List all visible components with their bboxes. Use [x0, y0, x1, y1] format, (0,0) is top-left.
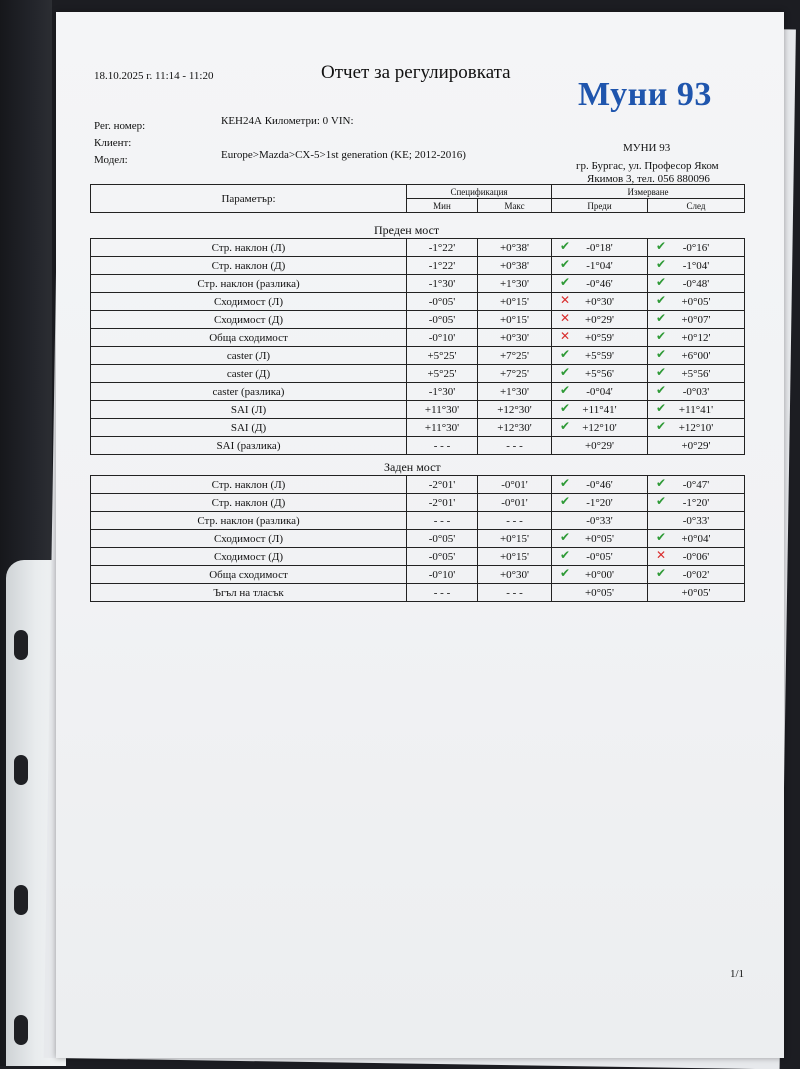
before-value-cell [552, 584, 648, 602]
spec-min-cell [407, 347, 478, 365]
punch-hole [14, 1015, 28, 1045]
spec-min-text: -2°01' [428, 478, 456, 491]
cross-icon: ✕ [560, 293, 571, 307]
spec-min-cell [407, 584, 478, 602]
after-value-text: +0°05' [681, 295, 711, 308]
spec-min-text: -1°30' [428, 277, 456, 290]
parameter-name-text: caster (Д) [226, 367, 271, 380]
after-value-text: -0°03' [682, 385, 710, 398]
parameter-name-text: Обща сходимост [209, 568, 288, 581]
check-icon: ✔ [656, 530, 667, 544]
table-row [91, 437, 745, 455]
after-value-text: -1°20' [682, 496, 710, 509]
report-page [56, 12, 784, 1058]
spec-max-text: +0°30' [499, 568, 530, 581]
spec-min-cell [407, 383, 478, 401]
check-icon: ✔ [560, 419, 571, 433]
spec-max-text: -0°01' [501, 478, 528, 491]
spec-max-cell [478, 293, 552, 311]
spec-max-text: +12°30' [497, 421, 532, 434]
parameter-name-cell [91, 347, 407, 365]
spec-max-text: +12°30' [497, 403, 532, 416]
table-row [91, 401, 745, 419]
check-icon: ✔ [656, 257, 667, 271]
spec-max-cell [478, 494, 552, 512]
spec-min-cell [407, 275, 478, 293]
before-value-cell [552, 437, 648, 455]
before-value-text: +0°59' [584, 331, 615, 344]
cross-icon: ✕ [656, 548, 667, 562]
spec-max-cell [478, 239, 552, 257]
check-icon: ✔ [560, 566, 571, 580]
spec-min-cell [407, 329, 478, 347]
after-value-text: +0°29' [681, 439, 711, 452]
min-header: Мин [407, 199, 478, 213]
table-row [91, 530, 745, 548]
measurement-header: Измерване [552, 185, 745, 199]
spec-min-cell [407, 548, 478, 566]
parameter-name-cell [91, 476, 407, 494]
company-logo: Муни 93 [578, 76, 712, 113]
after-value-cell [648, 401, 745, 419]
before-value-cell [552, 530, 648, 548]
model-label: Модел: [94, 154, 128, 166]
after-value-cell [648, 311, 745, 329]
before-value-text: -1°04' [586, 259, 613, 272]
parameter-header: Параметър: [91, 185, 407, 213]
check-icon: ✔ [656, 419, 667, 433]
check-icon: ✔ [656, 311, 667, 325]
before-value-cell [552, 347, 648, 365]
before-value-text: -1°20' [586, 496, 613, 509]
cross-icon: ✕ [560, 329, 571, 343]
after-value-cell [648, 419, 745, 437]
spec-max-cell [478, 530, 552, 548]
before-value-text: +0°00' [584, 568, 615, 581]
spec-max-text: +0°38' [499, 259, 530, 272]
after-value-cell [648, 530, 745, 548]
check-icon: ✔ [560, 239, 571, 253]
parameter-name-cell [91, 530, 407, 548]
after-value-text: +6°00' [681, 349, 711, 362]
check-icon: ✔ [656, 239, 667, 253]
after-value-text: -0°48' [682, 277, 710, 290]
spec-max-text: - - - [506, 439, 523, 452]
after-value-text: +0°05' [681, 586, 711, 599]
page-number: 1/1 [729, 968, 744, 980]
table-row [91, 476, 745, 494]
after-value-cell [648, 275, 745, 293]
spec-min-cell [407, 401, 478, 419]
after-value-text: -0°06' [682, 550, 710, 563]
table-row [91, 257, 745, 275]
after-value-cell [648, 239, 745, 257]
after-value-text: -1°04' [682, 259, 710, 272]
front-axle-title: Преден мост [374, 223, 440, 237]
parameter-name-cell [91, 293, 407, 311]
check-icon: ✔ [560, 476, 571, 490]
before-value-cell [552, 383, 648, 401]
report-datetime: 18.10.2025 г. 11:14 - 11:20 [94, 70, 214, 82]
spec-max-cell [478, 311, 552, 329]
spec-min-cell [407, 239, 478, 257]
check-icon: ✔ [560, 365, 571, 379]
spec-min-text: -0°10' [428, 331, 456, 344]
spec-max-cell [478, 275, 552, 293]
after-value-cell [648, 293, 745, 311]
before-value-text: -0°18' [586, 241, 613, 254]
spec-min-cell [407, 566, 478, 584]
spec-min-cell [407, 494, 478, 512]
before-value-cell [552, 548, 648, 566]
table-row [91, 347, 745, 365]
check-icon: ✔ [560, 494, 571, 508]
parameter-name-cell [91, 311, 407, 329]
spec-max-text: +0°15' [499, 532, 530, 545]
spec-min-cell [407, 530, 478, 548]
parameter-name-cell [91, 566, 407, 584]
before-value-cell [552, 566, 648, 584]
after-value-cell [648, 476, 745, 494]
spec-min-text: -0°05' [428, 313, 456, 326]
spec-min-cell [407, 293, 478, 311]
spec-min-text: -0°05' [428, 295, 456, 308]
check-icon: ✔ [656, 329, 667, 343]
before-value-text: -0°05' [586, 550, 613, 563]
after-value-cell [648, 512, 745, 530]
parameter-name-text: Стр. наклон (Д) [211, 259, 286, 272]
after-value-cell [648, 566, 745, 584]
check-icon: ✔ [560, 548, 571, 562]
rear-axle-title: Заден мост [384, 460, 441, 474]
spec-max-text: +1°30' [499, 385, 530, 398]
spec-min-text: - - - [433, 514, 451, 527]
check-icon: ✔ [656, 566, 667, 580]
check-icon: ✔ [656, 494, 667, 508]
punch-hole [14, 755, 28, 785]
parameter-name-cell [91, 548, 407, 566]
spec-max-text: -0°01' [501, 496, 528, 509]
parameter-name-text: Сходимост (Д) [213, 313, 284, 326]
before-value-text: +5°56' [584, 367, 615, 380]
spec-max-text: +0°15' [499, 550, 530, 563]
spec-min-text: -0°05' [428, 550, 456, 563]
specification-header: Спецификация [407, 185, 552, 199]
spec-min-cell [407, 476, 478, 494]
after-value-cell [648, 494, 745, 512]
spec-max-text: - - - [506, 514, 523, 527]
table-row [91, 365, 745, 383]
after-value-text: +5°56' [681, 367, 711, 380]
company-address-line-1: гр. Бургас, ул. Професор Яком [576, 160, 719, 172]
parameter-name-cell [91, 401, 407, 419]
after-value-cell [648, 383, 745, 401]
spec-min-text: - - - [433, 586, 451, 599]
before-value-text: -0°46' [586, 277, 613, 290]
table-row [91, 419, 745, 437]
before-value-text: +0°29' [584, 313, 615, 326]
parameter-name-cell [91, 494, 407, 512]
parameter-name-text: Стр. наклон (Д) [211, 496, 286, 509]
before-value-text: +0°05' [584, 532, 615, 545]
check-icon: ✔ [560, 530, 571, 544]
spec-max-cell [478, 419, 552, 437]
spec-max-text: +0°15' [499, 313, 530, 326]
parameter-name-text: SAI (Л) [230, 403, 267, 416]
table-row [91, 383, 745, 401]
parameter-name-text: Стр. наклон (Л) [211, 478, 286, 491]
spec-max-cell [478, 257, 552, 275]
spec-max-text: +0°15' [499, 295, 530, 308]
check-icon: ✔ [656, 365, 667, 379]
spec-min-text: -0°05' [428, 532, 456, 545]
before-value-text: +0°29' [584, 439, 615, 452]
before-value-cell [552, 257, 648, 275]
spec-min-text: -1°22' [428, 259, 456, 272]
spec-min-cell [407, 419, 478, 437]
after-value-cell [648, 257, 745, 275]
spec-max-text: - - - [506, 586, 523, 599]
check-icon: ✔ [560, 347, 571, 361]
before-value-cell [552, 476, 648, 494]
table-row [91, 275, 745, 293]
punch-hole [14, 630, 28, 660]
after-value-cell [648, 437, 745, 455]
table-row [91, 512, 745, 530]
after-value-text: +0°07' [681, 313, 711, 326]
parameter-name-text: Сходимост (Л) [213, 295, 284, 308]
spec-max-text: +7°25' [499, 367, 530, 380]
report-title: Отчет за регулировката [321, 62, 511, 83]
spec-max-cell [478, 437, 552, 455]
parameter-name-cell [91, 275, 407, 293]
spec-min-text: +5°25' [427, 367, 457, 380]
spec-min-text: -2°01' [428, 496, 456, 509]
before-value-text: +0°05' [584, 586, 615, 599]
before-value-text: +11°41' [582, 403, 617, 416]
check-icon: ✔ [560, 383, 571, 397]
after-value-text: +0°04' [681, 532, 711, 545]
check-icon: ✔ [656, 293, 667, 307]
parameter-name-text: Стр. наклон (разлика) [197, 277, 300, 290]
before-value-cell [552, 512, 648, 530]
before-value-text: +0°30' [584, 295, 615, 308]
spec-max-text: +1°30' [499, 277, 530, 290]
parameter-name-text: Стр. наклон (Л) [211, 241, 286, 254]
parameter-name-text: SAI (разлика) [216, 439, 281, 452]
max-header: Макс [478, 199, 552, 213]
check-icon: ✔ [656, 347, 667, 361]
spec-max-cell [478, 548, 552, 566]
spec-min-text: +11°30' [424, 421, 460, 434]
reg-number-label: Рег. номер: [94, 120, 146, 132]
spec-min-text: +11°30' [424, 403, 460, 416]
table-row [91, 311, 745, 329]
after-value-cell [648, 365, 745, 383]
before-value-cell [552, 293, 648, 311]
table-row [91, 566, 745, 584]
after-value-text: +0°12' [681, 331, 711, 344]
after-value-cell [648, 329, 745, 347]
after-value-text: -0°33' [682, 514, 710, 527]
before-value-text: +5°59' [584, 349, 615, 362]
check-icon: ✔ [656, 383, 667, 397]
check-icon: ✔ [560, 401, 571, 415]
parameter-name-cell [91, 257, 407, 275]
spec-max-cell [478, 347, 552, 365]
after-value-text: -0°47' [682, 478, 710, 491]
after-value-text: -0°16' [682, 241, 710, 254]
spec-min-text: -1°22' [428, 241, 456, 254]
before-value-cell [552, 311, 648, 329]
after-value-cell [648, 584, 745, 602]
table-row [91, 293, 745, 311]
before-header: Преди [552, 199, 648, 213]
parameter-name-cell [91, 365, 407, 383]
after-value-text: +12°10' [678, 421, 714, 434]
table-row [91, 494, 745, 512]
spec-max-text: +7°25' [499, 349, 530, 362]
before-value-cell [552, 419, 648, 437]
spec-max-text: +0°38' [499, 241, 530, 254]
spec-max-cell [478, 401, 552, 419]
before-value-text: +12°10' [582, 421, 617, 434]
client-label: Клиент: [94, 137, 132, 149]
cross-icon: ✕ [560, 311, 571, 325]
parameter-name-cell [91, 437, 407, 455]
parameter-name-text: Обща сходимост [209, 331, 288, 344]
spec-max-cell [478, 512, 552, 530]
parameter-name-text: Ъгъл на тласък [213, 586, 284, 599]
spec-min-cell [407, 512, 478, 530]
before-value-text: -0°04' [586, 385, 613, 398]
check-icon: ✔ [656, 401, 667, 415]
table-row [91, 584, 745, 602]
before-value-text: -0°46' [586, 478, 613, 491]
parameter-name-cell [91, 239, 407, 257]
parameter-name-text: caster (разлика) [212, 385, 285, 398]
after-value-text: +11°41' [678, 403, 714, 416]
spec-max-cell [478, 566, 552, 584]
spec-min-cell [407, 257, 478, 275]
spec-min-text: - - - [433, 439, 451, 452]
reg-number-value: КЕН24А Километри: 0 VIN: [221, 115, 354, 127]
after-value-text: -0°02' [682, 568, 710, 581]
spec-min-text: -1°30' [428, 385, 456, 398]
model-value: Europe>Mazda>CX-5>1st generation (KE; 2012-2016) [221, 149, 466, 161]
spec-max-cell [478, 476, 552, 494]
parameter-name-text: Сходимост (Д) [213, 550, 284, 563]
check-icon: ✔ [560, 257, 571, 271]
spec-max-cell [478, 365, 552, 383]
parameter-name-text: Стр. наклон (разлика) [197, 514, 300, 527]
spec-max-cell [478, 383, 552, 401]
after-header: След [648, 199, 745, 213]
parameter-name-text: caster (Л) [226, 349, 271, 362]
company-name: МУНИ 93 [623, 142, 671, 154]
spec-min-cell [407, 311, 478, 329]
table-row [91, 548, 745, 566]
table-header [90, 184, 745, 213]
company-address-line-2: Якимов 3, тел. 056 880096 [587, 173, 710, 185]
check-icon: ✔ [656, 476, 667, 490]
parameter-name-cell [91, 584, 407, 602]
before-value-cell [552, 329, 648, 347]
punch-hole [14, 885, 28, 915]
parameter-name-cell [91, 383, 407, 401]
spec-min-cell [407, 365, 478, 383]
before-value-cell [552, 239, 648, 257]
parameter-name-cell [91, 512, 407, 530]
table-row [91, 239, 745, 257]
parameter-name-cell [91, 329, 407, 347]
front-axle-table [90, 238, 745, 455]
check-icon: ✔ [656, 275, 667, 289]
parameter-name-text: Сходимост (Л) [213, 532, 284, 545]
spec-min-text: -0°10' [428, 568, 456, 581]
before-value-cell [552, 365, 648, 383]
spec-min-cell [407, 437, 478, 455]
spec-min-text: +5°25' [427, 349, 457, 362]
spec-max-cell [478, 329, 552, 347]
before-value-cell [552, 401, 648, 419]
before-value-text: -0°33' [586, 514, 613, 527]
spec-max-text: +0°30' [499, 331, 530, 344]
after-value-cell [648, 347, 745, 365]
table-row [91, 329, 745, 347]
parameter-name-text: SAI (Д) [230, 421, 267, 434]
check-icon: ✔ [560, 275, 571, 289]
parameter-name-cell [91, 419, 407, 437]
spec-max-cell [478, 584, 552, 602]
before-value-cell [552, 275, 648, 293]
after-value-cell [648, 548, 745, 566]
rear-axle-table [90, 475, 745, 602]
before-value-cell [552, 494, 648, 512]
